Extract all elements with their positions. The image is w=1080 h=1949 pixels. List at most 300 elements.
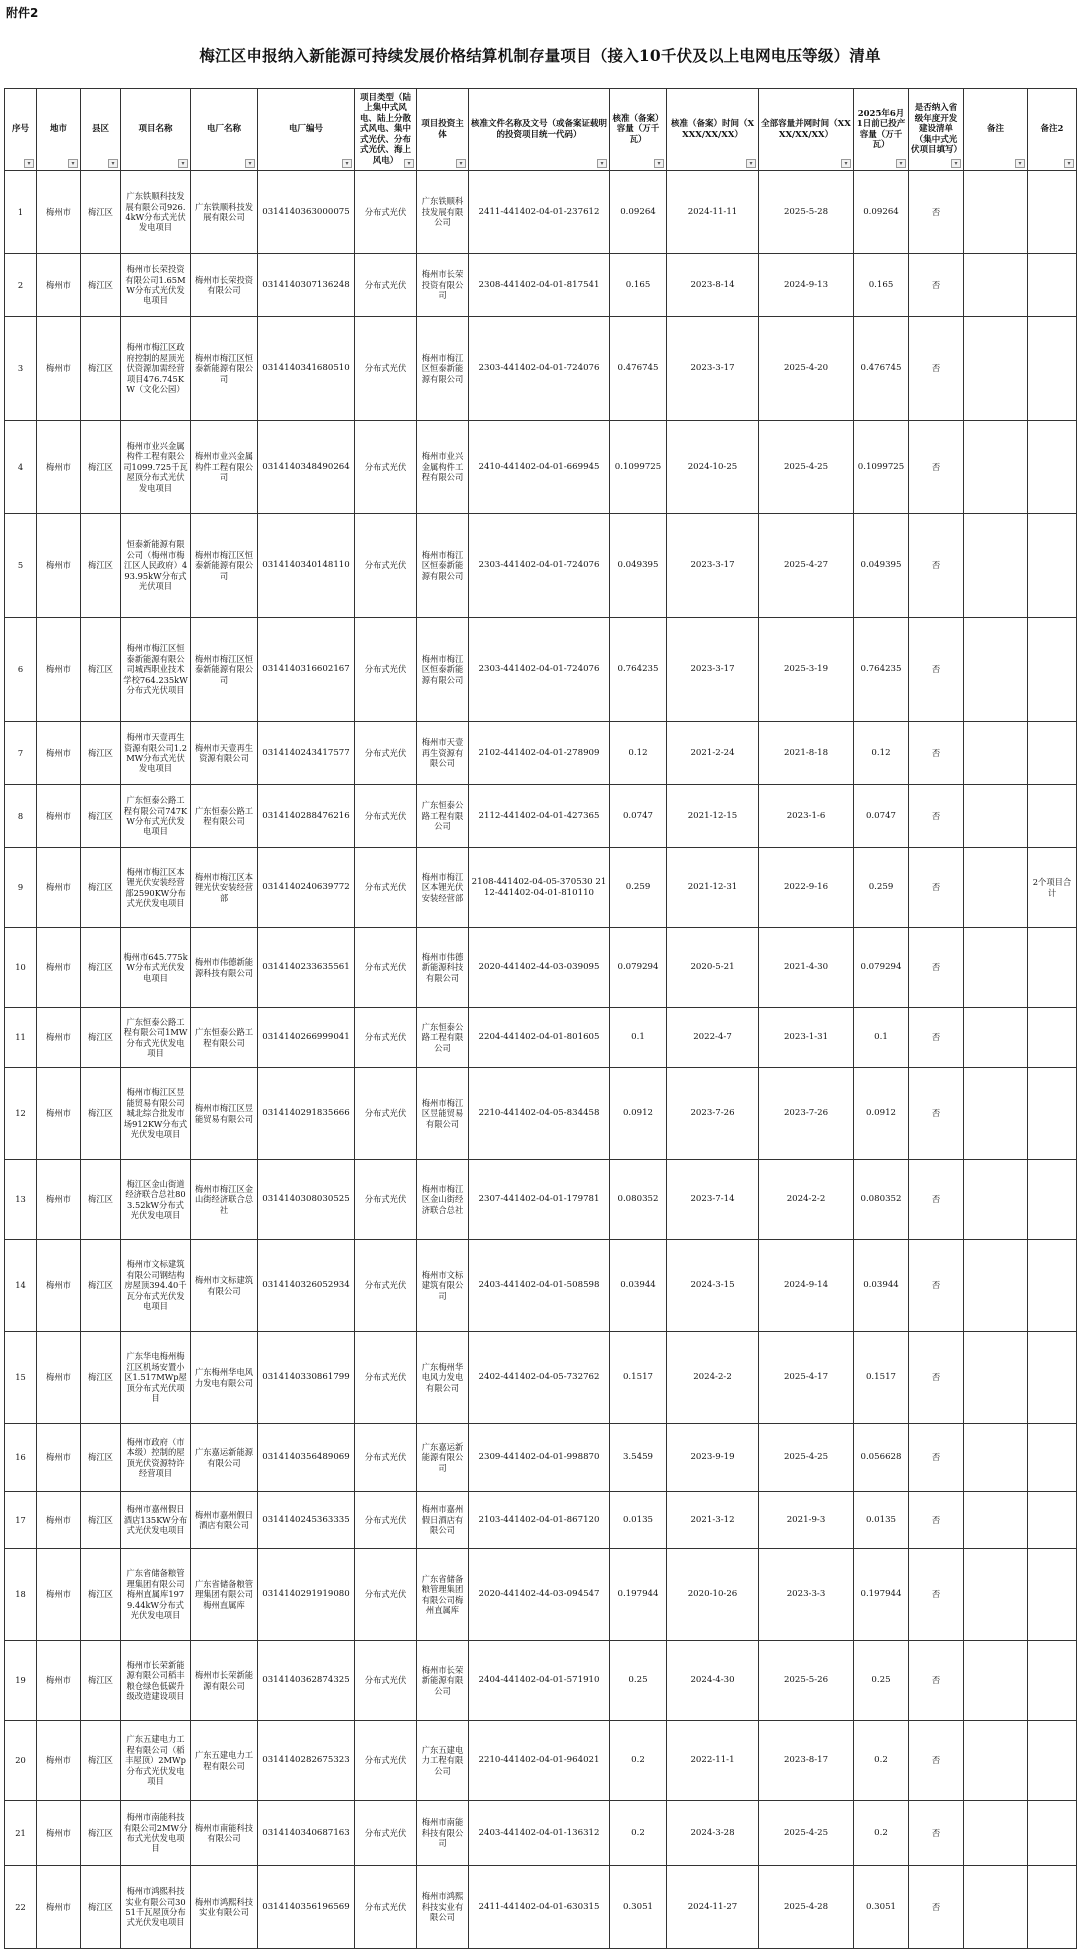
cell-provincial-list: 否 [909, 1866, 964, 1949]
cell-approval-doc: 2410-441402-04-01-669945 [469, 421, 610, 514]
cell-city: 梅州市 [37, 1549, 81, 1641]
filter-dropdown-icon[interactable]: ▾ [654, 159, 664, 168]
table-row [5, 618, 1077, 722]
col-investor-label: 项目投资主体 [421, 119, 464, 140]
cell-index: 21 [5, 1801, 37, 1866]
cell-approved-capacity: 0.03944 [610, 1240, 667, 1332]
cell-county: 梅江区 [81, 254, 121, 317]
cell-approved-capacity: 0.1099725 [610, 421, 667, 514]
cell-investor: 梅州市梅江区恒泰新能源有限公司 [417, 514, 469, 618]
cell-city: 梅州市 [37, 928, 81, 1008]
cell-remark [964, 1866, 1028, 1949]
table-row [5, 1641, 1077, 1721]
cell-grid-date: 2023-8-17 [759, 1721, 854, 1801]
cell-index: 9 [5, 848, 37, 928]
table-row [5, 1492, 1077, 1549]
cell-approval-date: 2020-10-26 [667, 1549, 759, 1641]
col-operating-capacity-label: 2025年6月1日前已投产容量（万千瓦） [856, 108, 906, 150]
cell-county: 梅江区 [81, 1801, 121, 1866]
cell-approval-date: 2024-4-30 [667, 1641, 759, 1721]
filter-dropdown-icon[interactable]: ▾ [24, 159, 34, 168]
filter-dropdown-icon[interactable]: ▾ [456, 159, 466, 168]
cell-investor: 广东梅州华电风力发电有限公司 [417, 1332, 469, 1424]
cell-grid-date: 2024-2-2 [759, 1160, 854, 1240]
cell-approval-date: 2021-2-24 [667, 722, 759, 785]
cell-remark [964, 1492, 1028, 1549]
cell-project-name: 广东恒泰公路工程有限公司747KW分布式光伏发电项目 [121, 785, 191, 848]
cell-approved-capacity: 0.2 [610, 1801, 667, 1866]
cell-approval-doc: 2020-441402-44-03-094547 [469, 1549, 610, 1641]
table-row [5, 254, 1077, 317]
cell-investor: 广东省储备粮管理集团有限公司梅州直属库 [417, 1549, 469, 1641]
cell-operating-capacity: 0.0135 [854, 1492, 909, 1549]
cell-remark [964, 1801, 1028, 1866]
cell-approved-capacity: 0.3051 [610, 1866, 667, 1949]
cell-investor: 广东铁顺科技发展有限公司 [417, 171, 469, 254]
cell-approved-capacity: 0.165 [610, 254, 667, 317]
cell-approval-doc: 2303-441402-04-01-724076 [469, 514, 610, 618]
cell-project-name: 恒泰新能源有限公司（梅州市梅江区人民政府）493.95kW分布式光伏项目 [121, 514, 191, 618]
filter-dropdown-icon[interactable]: ▾ [178, 159, 188, 168]
cell-county: 梅江区 [81, 1240, 121, 1332]
cell-investor: 梅州市梅江区金山街经济联合总社 [417, 1160, 469, 1240]
cell-city: 梅州市 [37, 421, 81, 514]
cell-plant-name: 梅州市嘉州假日酒店有限公司 [191, 1492, 258, 1549]
cell-remark-2 [1028, 254, 1077, 317]
cell-city: 梅州市 [37, 848, 81, 928]
cell-approval-date: 2024-10-25 [667, 421, 759, 514]
cell-plant-id: 0314140240639772 [258, 848, 355, 928]
cell-approval-doc: 2303-441402-04-01-724076 [469, 317, 610, 421]
col-approval-doc-label: 核准文件名称及文号（或备案证载明的投资项目统一代码） [471, 119, 608, 140]
cell-remark-2 [1028, 514, 1077, 618]
cell-project-name: 梅州市645.775kW分布式光伏发电项目 [121, 928, 191, 1008]
cell-approved-capacity: 0.12 [610, 722, 667, 785]
cell-remark-2 [1028, 1240, 1077, 1332]
cell-remark [964, 317, 1028, 421]
table-row [5, 1424, 1077, 1492]
cell-project-type: 分布式光伏 [355, 785, 417, 848]
cell-provincial-list: 否 [909, 1492, 964, 1549]
cell-remark-2 [1028, 928, 1077, 1008]
cell-project-name: 梅江区金山街道经济联合总社803.52kW分布式光伏发电项目 [121, 1160, 191, 1240]
cell-county: 梅江区 [81, 618, 121, 722]
cell-plant-id: 0314140363000075 [258, 171, 355, 254]
table-row [5, 1008, 1077, 1068]
cell-approved-capacity: 0.476745 [610, 317, 667, 421]
cell-plant-id: 0314140307136248 [258, 254, 355, 317]
cell-project-type: 分布式光伏 [355, 317, 417, 421]
col-approval-date-header [667, 89, 759, 171]
cell-remark [964, 1641, 1028, 1721]
cell-index: 11 [5, 1008, 37, 1068]
cell-approval-doc: 2204-441402-04-01-801605 [469, 1008, 610, 1068]
cell-remark [964, 1424, 1028, 1492]
cell-provincial-list: 否 [909, 1424, 964, 1492]
table-row [5, 722, 1077, 785]
cell-remark [964, 1549, 1028, 1641]
cell-remark-2 [1028, 1424, 1077, 1492]
cell-grid-date: 2025-4-20 [759, 317, 854, 421]
cell-county: 梅江区 [81, 421, 121, 514]
cell-approval-date: 2023-3-17 [667, 317, 759, 421]
cell-provincial-list: 否 [909, 928, 964, 1008]
cell-plant-name: 梅州市伟德新能源科技有限公司 [191, 928, 258, 1008]
cell-remark-2 [1028, 618, 1077, 722]
cell-operating-capacity: 0.476745 [854, 317, 909, 421]
cell-grid-date: 2025-5-28 [759, 171, 854, 254]
cell-remark [964, 1721, 1028, 1801]
cell-plant-id: 0314140356196569 [258, 1866, 355, 1949]
cell-grid-date: 2025-4-28 [759, 1866, 854, 1949]
cell-remark [964, 785, 1028, 848]
cell-project-name: 梅州市梅江区政府控制的屋顶光伏资源加需经营项目476.745KW（文化公园） [121, 317, 191, 421]
cell-project-name: 梅州市嘉州假日酒店135KW分布式光伏发电项目 [121, 1492, 191, 1549]
cell-city: 梅州市 [37, 1424, 81, 1492]
cell-project-type: 分布式光伏 [355, 1801, 417, 1866]
cell-operating-capacity: 0.3051 [854, 1866, 909, 1949]
col-plant-id-header [258, 89, 355, 171]
cell-project-type: 分布式光伏 [355, 848, 417, 928]
col-provincial-list-header [909, 89, 964, 171]
col-city-label: 地市 [49, 124, 67, 135]
cell-project-type: 分布式光伏 [355, 514, 417, 618]
cell-approval-date: 2021-12-15 [667, 785, 759, 848]
cell-county: 梅江区 [81, 1866, 121, 1949]
filter-dropdown-icon[interactable]: ▾ [108, 159, 118, 168]
cell-approval-doc: 2103-441402-04-01-867120 [469, 1492, 610, 1549]
cell-operating-capacity: 0.2 [854, 1801, 909, 1866]
cell-remark-2 [1028, 785, 1077, 848]
cell-project-name: 广东省储备粮管理集团有限公司梅州直属库1979.44kW分布式光伏发电项目 [121, 1549, 191, 1641]
cell-county: 梅江区 [81, 1332, 121, 1424]
cell-plant-id: 0314140266999041 [258, 1008, 355, 1068]
cell-approved-capacity: 0.25 [610, 1641, 667, 1721]
cell-grid-date: 2023-1-6 [759, 785, 854, 848]
cell-city: 梅州市 [37, 1160, 81, 1240]
cell-investor: 梅州市天壹再生资源有限公司 [417, 722, 469, 785]
cell-remark-2 [1028, 421, 1077, 514]
cell-operating-capacity: 0.197944 [854, 1549, 909, 1641]
cell-index: 10 [5, 928, 37, 1008]
cell-project-type: 分布式光伏 [355, 1549, 417, 1641]
cell-grid-date: 2025-4-27 [759, 514, 854, 618]
cell-city: 梅州市 [37, 317, 81, 421]
cell-city: 梅州市 [37, 171, 81, 254]
cell-county: 梅江区 [81, 1160, 121, 1240]
col-remark-label: 备注 [986, 124, 1004, 135]
cell-approved-capacity: 0.764235 [610, 618, 667, 722]
table-row [5, 848, 1077, 928]
cell-approved-capacity: 0.049395 [610, 514, 667, 618]
cell-index: 6 [5, 618, 37, 722]
cell-provincial-list: 否 [909, 1549, 964, 1641]
cell-remark [964, 928, 1028, 1008]
col-investor-header [417, 89, 469, 171]
col-project-name-label: 项目名称 [138, 124, 173, 135]
cell-approval-date: 2023-9-19 [667, 1424, 759, 1492]
cell-approval-date: 2020-5-21 [667, 928, 759, 1008]
cell-plant-name: 梅州市鸿熙科技实业有限公司 [191, 1866, 258, 1949]
cell-approval-doc: 2303-441402-04-01-724076 [469, 618, 610, 722]
cell-investor: 梅州市南能科技有限公司 [417, 1801, 469, 1866]
cell-remark-2 [1028, 1332, 1077, 1424]
cell-index: 1 [5, 171, 37, 254]
cell-provincial-list: 否 [909, 785, 964, 848]
cell-county: 梅江区 [81, 1492, 121, 1549]
cell-approved-capacity: 0.0747 [610, 785, 667, 848]
cell-city: 梅州市 [37, 1641, 81, 1721]
cell-city: 梅州市 [37, 1866, 81, 1949]
cell-county: 梅江区 [81, 1068, 121, 1160]
cell-project-name: 广东恒泰公路工程有限公司1MW分布式光伏发电项目 [121, 1008, 191, 1068]
filter-dropdown-icon[interactable]: ▾ [245, 159, 255, 168]
cell-plant-name: 梅州市梅江区恒泰新能源有限公司 [191, 317, 258, 421]
cell-approval-date: 2024-11-27 [667, 1866, 759, 1949]
cell-project-type: 分布式光伏 [355, 722, 417, 785]
cell-plant-id: 0314140316602167 [258, 618, 355, 722]
cell-approval-date: 2024-3-28 [667, 1801, 759, 1866]
cell-remark-2 [1028, 1801, 1077, 1866]
cell-city: 梅州市 [37, 722, 81, 785]
cell-investor: 梅州市鸿熙科技实业有限公司 [417, 1866, 469, 1949]
cell-plant-name: 梅州市天壹再生资源有限公司 [191, 722, 258, 785]
cell-plant-name: 梅州市梅江区本锂光伏安装经营部 [191, 848, 258, 928]
cell-plant-name: 广东嘉运新能源有限公司 [191, 1424, 258, 1492]
cell-remark [964, 1240, 1028, 1332]
cell-operating-capacity: 0.056628 [854, 1424, 909, 1492]
project-table [4, 88, 1077, 1949]
table-row [5, 1332, 1077, 1424]
cell-grid-date: 2025-4-25 [759, 1424, 854, 1492]
cell-plant-name: 广东铁顺科技发展有限公司 [191, 171, 258, 254]
cell-plant-id: 0314140291919080 [258, 1549, 355, 1641]
col-provincial-list-label: 是否纳入省级年度开发建设清单（集中式光伏项目填写） [911, 103, 963, 156]
col-operating-capacity-header [854, 89, 909, 171]
cell-approval-date: 2024-11-11 [667, 171, 759, 254]
cell-city: 梅州市 [37, 1721, 81, 1801]
cell-plant-id: 0314140341680510 [258, 317, 355, 421]
table-row [5, 514, 1077, 618]
cell-investor: 梅州市梅江区恒泰新能源有限公司 [417, 317, 469, 421]
cell-operating-capacity: 0.165 [854, 254, 909, 317]
cell-operating-capacity: 0.0912 [854, 1068, 909, 1160]
cell-project-name: 梅州市天壹再生资源有限公司1.2MW分布式光伏发电项目 [121, 722, 191, 785]
attachment-label: 附件2 [6, 6, 39, 20]
cell-operating-capacity: 0.0747 [854, 785, 909, 848]
table-body [5, 171, 1077, 1949]
filter-dropdown-icon[interactable]: ▾ [746, 159, 756, 168]
cell-project-name: 梅州市梅江区本锂光伏安装经营部2590KW分布式光伏发电项目 [121, 848, 191, 928]
col-project-type-header [355, 89, 417, 171]
cell-city: 梅州市 [37, 1240, 81, 1332]
cell-project-name: 广东铁顺科技发展有限公司926.4kW分布式光伏发电项目 [121, 171, 191, 254]
cell-city: 梅州市 [37, 1492, 81, 1549]
filter-dropdown-icon[interactable]: ▾ [841, 159, 851, 168]
cell-index: 8 [5, 785, 37, 848]
col-plant-name-header [191, 89, 258, 171]
cell-project-name: 梅州市梅江区恒泰新能源有限公司城西职业技术学校764.235kW分布式光伏项目 [121, 618, 191, 722]
col-approval-date-label: 核准（备案）时间（XXXX/XX/XX） [670, 119, 755, 140]
cell-operating-capacity: 0.080352 [854, 1160, 909, 1240]
cell-approved-capacity: 0.1517 [610, 1332, 667, 1424]
cell-plant-id: 0314140356489069 [258, 1424, 355, 1492]
cell-project-type: 分布式光伏 [355, 1160, 417, 1240]
cell-approved-capacity: 0.259 [610, 848, 667, 928]
cell-grid-date: 2021-8-18 [759, 722, 854, 785]
filter-dropdown-icon[interactable]: ▾ [951, 159, 961, 168]
cell-city: 梅州市 [37, 514, 81, 618]
filter-dropdown-icon[interactable]: ▾ [896, 159, 906, 168]
cell-approval-doc: 2308-441402-04-01-817541 [469, 254, 610, 317]
col-plant-id-label: 电厂编号 [288, 124, 323, 135]
col-approved-capacity-label: 核准（备案）容量（万千瓦） [612, 113, 664, 145]
cell-provincial-list: 否 [909, 1068, 964, 1160]
filter-dropdown-icon[interactable]: ▾ [342, 159, 352, 168]
cell-operating-capacity: 0.764235 [854, 618, 909, 722]
cell-plant-id: 0314140362874325 [258, 1641, 355, 1721]
cell-remark-2 [1028, 1492, 1077, 1549]
cell-remark-2 [1028, 722, 1077, 785]
cell-grid-date: 2024-9-14 [759, 1240, 854, 1332]
col-index-header [5, 89, 37, 171]
cell-remark [964, 421, 1028, 514]
cell-provincial-list: 否 [909, 1008, 964, 1068]
cell-plant-name: 梅州市梅江区昱能贸易有限公司 [191, 1068, 258, 1160]
cell-project-type: 分布式光伏 [355, 421, 417, 514]
cell-remark-2 [1028, 1549, 1077, 1641]
table-row [5, 1160, 1077, 1240]
cell-plant-name: 梅州市梅江区金山街经济联合总社 [191, 1160, 258, 1240]
cell-plant-name: 广东省储备粮管理集团有限公司梅州直属库 [191, 1549, 258, 1641]
cell-provincial-list: 否 [909, 1240, 964, 1332]
cell-plant-name: 梅州市长荣新能源有限公司 [191, 1641, 258, 1721]
cell-remark-2 [1028, 1721, 1077, 1801]
cell-city: 梅州市 [37, 1068, 81, 1160]
cell-city: 梅州市 [37, 1801, 81, 1866]
cell-provincial-list: 否 [909, 1641, 964, 1721]
cell-index: 2 [5, 254, 37, 317]
cell-provincial-list: 否 [909, 722, 964, 785]
cell-plant-id: 0314140330861799 [258, 1332, 355, 1424]
cell-county: 梅江区 [81, 848, 121, 928]
cell-operating-capacity: 0.25 [854, 1641, 909, 1721]
cell-operating-capacity: 0.1099725 [854, 421, 909, 514]
cell-remark [964, 1332, 1028, 1424]
cell-city: 梅州市 [37, 254, 81, 317]
cell-provincial-list: 否 [909, 618, 964, 722]
cell-project-name: 梅州市文标建筑有限公司钢结构房屋顶394.40千瓦分布式光伏发电项目 [121, 1240, 191, 1332]
cell-provincial-list: 否 [909, 1801, 964, 1866]
cell-approval-date: 2023-7-14 [667, 1160, 759, 1240]
col-remark-header [964, 89, 1028, 171]
cell-grid-date: 2023-7-26 [759, 1068, 854, 1160]
cell-provincial-list: 否 [909, 514, 964, 618]
cell-approval-doc: 2309-441402-04-01-998870 [469, 1424, 610, 1492]
col-city-header [37, 89, 81, 171]
cell-county: 梅江区 [81, 1549, 121, 1641]
cell-plant-id: 0314140233635561 [258, 928, 355, 1008]
cell-plant-id: 0314140326052934 [258, 1240, 355, 1332]
cell-plant-id: 0314140340687163 [258, 1801, 355, 1866]
cell-grid-date: 2023-3-3 [759, 1549, 854, 1641]
cell-county: 梅江区 [81, 785, 121, 848]
cell-approved-capacity: 3.5459 [610, 1424, 667, 1492]
cell-approval-doc: 2307-441402-04-01-179781 [469, 1160, 610, 1240]
cell-operating-capacity: 0.03944 [854, 1240, 909, 1332]
cell-project-name: 广东华电梅州梅江区机场安置小区1.517MWp屋顶分布式光伏项目 [121, 1332, 191, 1424]
cell-plant-id: 0314140245363335 [258, 1492, 355, 1549]
cell-approval-doc: 2112-441402-04-01-427365 [469, 785, 610, 848]
filter-dropdown-icon[interactable]: ▾ [597, 159, 607, 168]
filter-dropdown-icon[interactable]: ▾ [68, 159, 78, 168]
table-header-row [5, 89, 1077, 171]
cell-plant-name: 梅州市梅江区恒泰新能源有限公司 [191, 514, 258, 618]
project-table-container [4, 88, 1076, 1933]
cell-investor: 梅州市嘉州假日酒店有限公司 [417, 1492, 469, 1549]
cell-approval-doc: 2403-441402-04-01-508598 [469, 1240, 610, 1332]
cell-plant-id: 0314140348490264 [258, 421, 355, 514]
cell-project-name: 梅州市南能科技有限公司2MW分布式光伏发电项目 [121, 1801, 191, 1866]
cell-remark-2 [1028, 1160, 1077, 1240]
cell-city: 梅州市 [37, 1332, 81, 1424]
cell-plant-name: 梅州市南能科技有限公司 [191, 1801, 258, 1866]
cell-investor: 梅州市梅江区昱能贸易有限公司 [417, 1068, 469, 1160]
cell-investor: 梅州市长荣新能源有限公司 [417, 1641, 469, 1721]
cell-approval-date: 2024-3-15 [667, 1240, 759, 1332]
col-approved-capacity-header [610, 89, 667, 171]
cell-operating-capacity: 0.079294 [854, 928, 909, 1008]
cell-approval-doc: 2102-441402-04-01-278909 [469, 722, 610, 785]
filter-dropdown-icon[interactable]: ▾ [404, 159, 414, 168]
table-row [5, 1721, 1077, 1801]
table-row [5, 1801, 1077, 1866]
cell-project-type: 分布式光伏 [355, 1721, 417, 1801]
cell-plant-id: 0314140291835666 [258, 1068, 355, 1160]
cell-provincial-list: 否 [909, 421, 964, 514]
cell-remark [964, 254, 1028, 317]
cell-remark-2 [1028, 171, 1077, 254]
cell-plant-name: 梅州市长荣投资有限公司 [191, 254, 258, 317]
cell-project-type: 分布式光伏 [355, 171, 417, 254]
cell-operating-capacity: 0.259 [854, 848, 909, 928]
cell-grid-date: 2024-9-13 [759, 254, 854, 317]
cell-county: 梅江区 [81, 1721, 121, 1801]
cell-plant-id: 0314140243417577 [258, 722, 355, 785]
cell-city: 梅州市 [37, 618, 81, 722]
cell-project-name: 梅州市业兴金属构件工程有限公司1099.725千瓦屋顶分布式光伏发电项目 [121, 421, 191, 514]
col-county-label: 县区 [91, 124, 109, 135]
cell-project-type: 分布式光伏 [355, 1332, 417, 1424]
cell-investor: 梅州市文标建筑有限公司 [417, 1240, 469, 1332]
cell-index: 15 [5, 1332, 37, 1424]
cell-grid-date: 2021-4-30 [759, 928, 854, 1008]
cell-approval-doc: 2020-441402-44-03-039095 [469, 928, 610, 1008]
cell-county: 梅江区 [81, 1641, 121, 1721]
cell-provincial-list: 否 [909, 317, 964, 421]
col-index-label: 序号 [11, 124, 29, 135]
cell-county: 梅江区 [81, 928, 121, 1008]
cell-investor: 广东恒泰公路工程有限公司 [417, 785, 469, 848]
filter-dropdown-icon[interactable]: ▾ [1064, 159, 1074, 168]
col-plant-name-label: 电厂名称 [206, 124, 241, 135]
cell-county: 梅江区 [81, 171, 121, 254]
cell-operating-capacity: 0.1517 [854, 1332, 909, 1424]
cell-approval-date: 2023-3-17 [667, 618, 759, 722]
filter-dropdown-icon[interactable]: ▾ [1015, 159, 1025, 168]
table-row [5, 785, 1077, 848]
cell-approval-date: 2021-3-12 [667, 1492, 759, 1549]
